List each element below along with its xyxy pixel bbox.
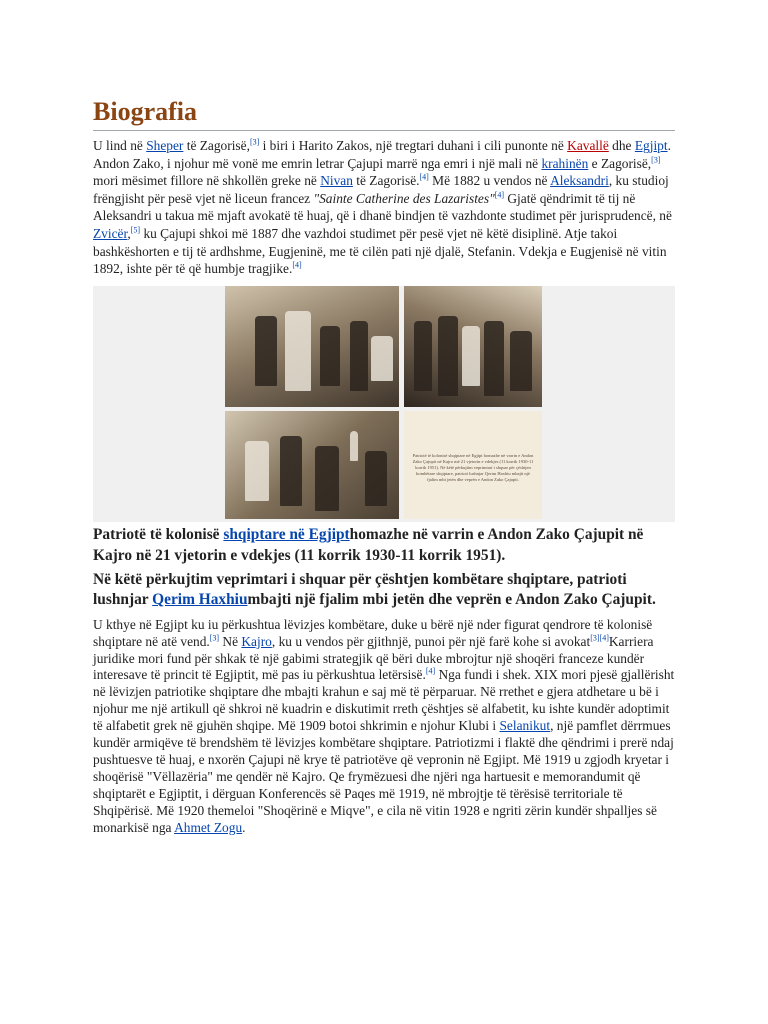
link-aleksandri[interactable]: Aleksandri [550,173,609,189]
reference-3-4[interactable] [590,633,609,642]
link-kajro[interactable]: Kajro [241,633,272,649]
link-nivan[interactable]: Nivan [320,173,353,189]
photo-subcaption [93,570,675,611]
text: i biri i Harito Zakos, një tregtari duhani i cili punonte në [259,138,568,153]
reference-4[interactable] [495,190,504,199]
section-heading: Biografia [93,96,675,131]
reference-3[interactable] [250,138,259,147]
photo-caption-card: Patriotë të kolonisë shqiptare në Egjipt homazhe në varrin e Andon Zako Çajupit në Kajro më 21 vjetorin e vdekjes (11 korrik 1930-11 korrik 1951). Në këtë përkujtim veprimtari i shquar për çështjen kombëtare shqiptare, patrioti lushnjar Qerim Haxhiu mbajti një fjalim mbi jetën dhe veprën e Andon Zako Çajupit. [404,411,542,519]
reference-5[interactable] [131,226,140,235]
ref-link[interactable]: [3] [209,633,220,643]
text: , ku studioj frëngjisht për pesë vjet në liceun francez [93,173,669,206]
photo-collage [93,286,675,522]
lyceum-name: "Sainte Catherine des Lazaristes" [313,190,495,206]
text: U lind në [93,138,147,153]
link-zvicer[interactable]: Zvicër [93,225,128,241]
ref-link[interactable]: [5] [130,225,141,235]
text: mori mësimet fillore në shkollën greke në [93,173,321,189]
text: homazhe në varrin e Andon Zako Çajupit në Kajro në 21 vjetorin e vdekjes (11 korrik 1930-11 korrik 1951). [93,525,644,564]
text: Nga fundi i shek. XIX mori pjesë gjallërisht në lëvizjen patriotike shqiptare dhe mbajti krahun e saj më të përparuar. Në rrethet e gjera atdhetare u bë i njohur me një artikull që shkroi në kuadrin e diskutimit rreth çështjes së alfabetit, ku ishte kundër adoptimit të alfabetit grek në gjuhën shqipe. Më 1909 botoi shkrimin e njohur Klubi i [93,667,675,734]
text: të Zagorisë. [352,173,420,189]
reference-4[interactable] [292,261,301,270]
text: . Andon Zako, i njohur më vonë me emrin letrar Çajupi marrë nga emri i një mali në [93,138,671,171]
text: Gjatë qëndrimit të tij në Aleksandri u takua më mjaft avokatë të huaj, që i dhanë bindjen të vazhdonte studimet për jurisprudencë, në [93,190,672,224]
text: Në [219,633,242,649]
photo-mourners-group[interactable] [404,286,542,407]
photo-graveside-speech[interactable] [225,286,399,407]
link-selanikut[interactable]: Selanikut [499,718,551,734]
text: U kthye në Egjipt ku iu përkushtua lëvizjes kombëtare, duke u bërë një nder figurat qendrore të kolonisë shqiptare në atë vend. [93,616,653,649]
text: , një pamflet dërrmues kundër armiqëve të brendshëm të lëvizjes kombëtare shqiptare. Patriotizmi i flaktë dhe qëndrimi i prerë ndaj pushtuesve të huaj, e nxorën Çajupi në krye të patriotëve që vepronin në Egjipt. Më 1919 u zgjodh kryetar i shoqërisë "Vëllazëria" me qendër në Kajro. Qe frymëzuesi dhe njëri nga hartuesit e memorandumit që shqiptarët e Egjiptit, i dërguan Konferencës së Paqes më 1919, në mbrojtje të tërësisë territoriale të Shqipërisë. Më 1920 themeloi "Shoqërinë e Miqve", e cila në vitin 1928 e ngriti zërin kundër shpalljes së monarkisë nga [93,718,674,835]
ref-link[interactable]: [4] [292,260,302,270]
text: e Zagorisë, [588,155,652,171]
text: Karriera juridike mori fund për shkak të një gabimi strategjik që bëri duke mbrojtur një shoqëri franceze kundër interesave të princit të Egjiptit, më pas iu përkushtua letërsisë. [93,633,654,683]
ref-link[interactable]: [3] [249,137,260,147]
ref-link[interactable]: [4] [425,667,436,676]
reference-4[interactable] [426,667,435,676]
text: Patriotë të kolonisë [93,525,224,543]
link-sheper[interactable]: Sheper [146,138,184,153]
link-qerim-haxhiu[interactable]: Qerim Haxhiu [152,591,248,609]
article-section [93,96,675,837]
photo-caption [93,524,675,566]
ref-link[interactable]: [3] [651,155,661,165]
link-ahmet-zogu[interactable]: Ahmet Zogu [174,819,243,835]
text: të Zagorisë, [183,138,250,153]
text: mbajti një fjalim mbi jetën dhe veprën e Andon Zako Çajupit. [247,591,656,609]
text: , [127,225,131,241]
ref-link[interactable]: [4] [419,172,429,182]
text: Më 1882 u vendos në [428,173,551,189]
link-krahinen[interactable]: krahinën [541,155,589,171]
ref-link[interactable]: [4] [494,190,505,200]
reference-4[interactable] [420,173,429,182]
ref-link[interactable]: [3][4] [590,633,609,643]
link-kavalle[interactable]: Kavallë [567,138,609,153]
text: . [242,819,246,835]
link-egjipt[interactable]: Egjipt [634,138,668,153]
biography-paragraph-1 [93,137,675,278]
text: Në këtë përkujtim veprimtari i shquar për çështjen kombëtare shqiptare, patrioti lushnjar [93,570,627,609]
photo-wreath-laying[interactable] [225,411,399,519]
text: ku Çajupi shkoi më 1887 dhe vazhdoi studimet për pesë vjet në këtë disiplinë. Atje takoi bashkëshorten e tij të ardhshme, Eugjeninë, me të cilën pati një djalë, Stefanin. Vdekja e Eugjenisë në vitin 1892, ishte për të që humbje tragjike. [93,225,667,277]
text: , ku u vendos për gjithnjë, punoi për një farë kohe si avokat [271,633,591,649]
text: dhe [608,138,635,153]
biography-paragraph-2 [93,617,675,837]
link-shqiptare-ne-egjipt[interactable]: shqiptare në Egjipt [223,525,350,543]
reference-3[interactable] [210,633,219,642]
reference-3[interactable] [651,155,660,164]
